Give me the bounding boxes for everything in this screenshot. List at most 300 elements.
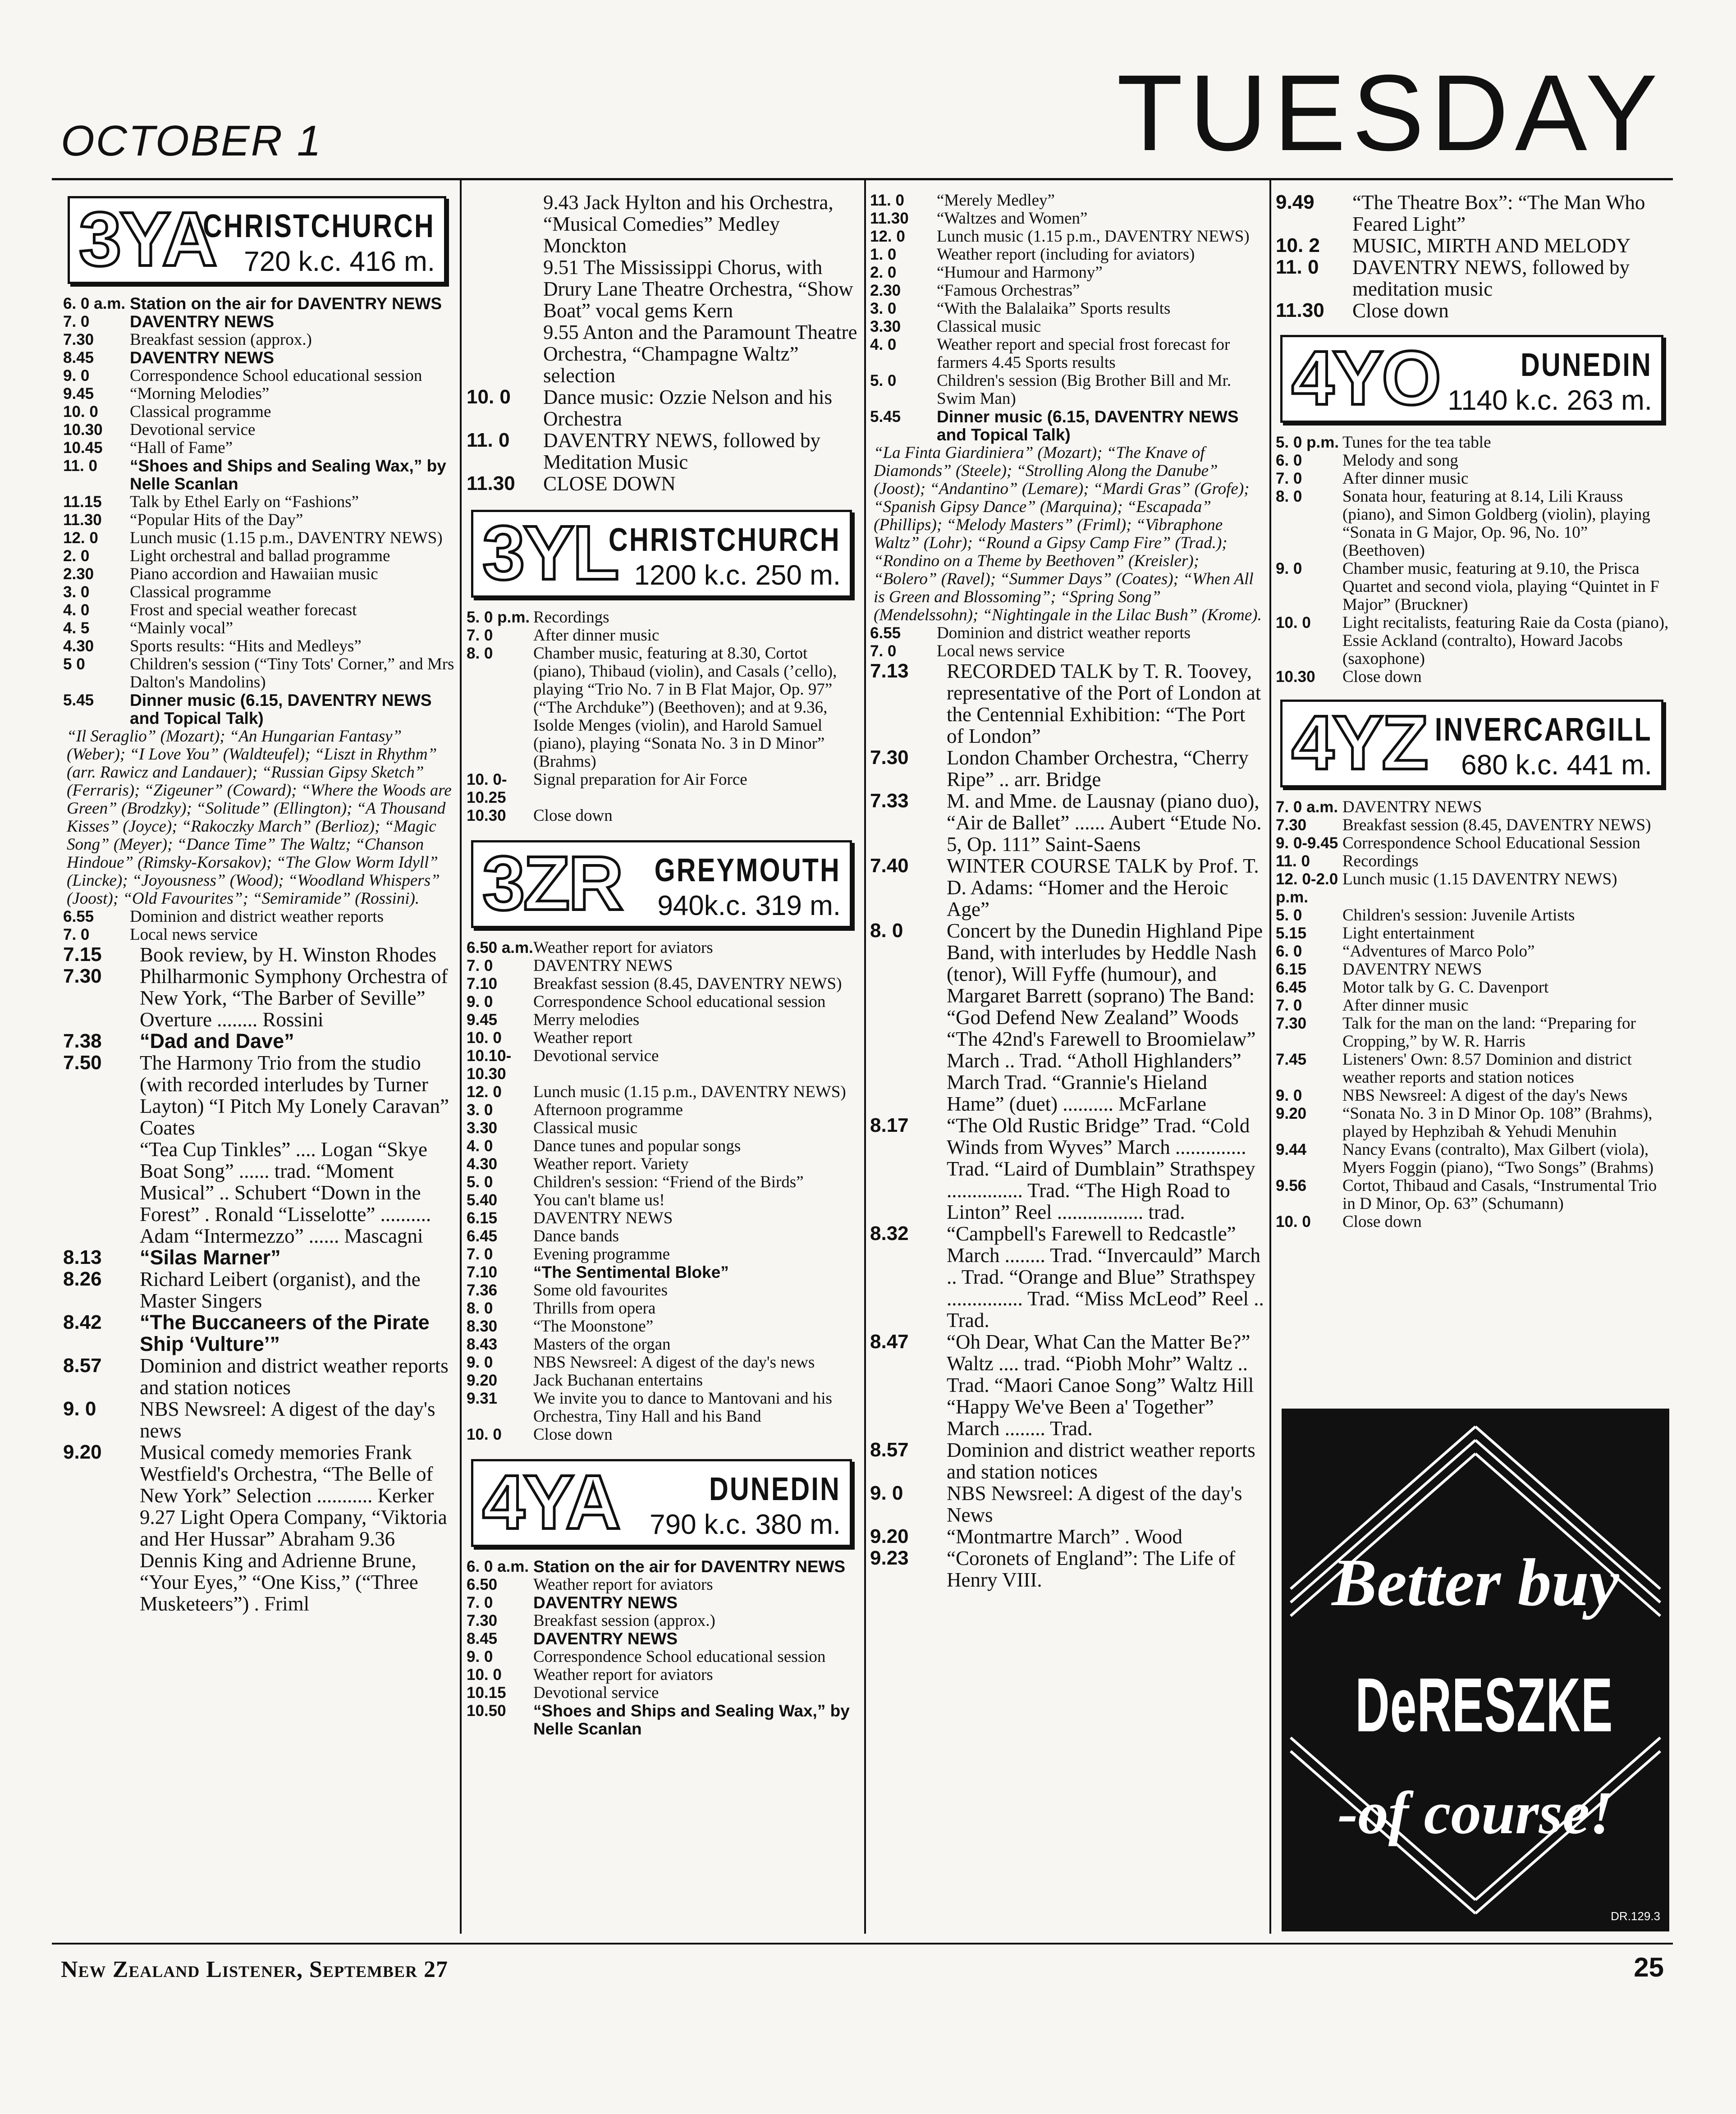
programme-description: Children's session: Juvenile Artists — [1342, 906, 1575, 924]
programme-description: DAVENTRY NEWS — [533, 1629, 678, 1648]
programme-description: Musical comedy memories Frank Westfield's Orchestra, “The Belle of New York” Selection ........... Kerker 9.27 Light Opera Company, “Viktoria and Her Hussar” Abraham 9.36 Dennis King and Adrienne Brune, “Your Eyes,” “One Kiss,” (“Three Musketeers”) . Friml — [140, 1441, 447, 1615]
programme-description: 9.43 Jack Hylton and his Orchestra, “Musical Comedies” Medley Monckton — [543, 192, 834, 257]
programme-time: 5.45 — [63, 691, 94, 709]
programme-time: 11.30 — [467, 472, 515, 494]
programme-description: “Campbell's Farewell to Redcastle” March ........ Trad. “Invercauld” March .. Trad. “Orange and Blue” Strathspey ............... Trad. “Miss McLeod” Reel .. Trad. — [947, 1222, 1264, 1332]
programme-description: 9.51 The Mississippi Chorus, with Drury Lane Theatre Orchestra, “Show Boat” vocal gems Kern — [543, 256, 853, 322]
programme-item — [467, 1684, 861, 1702]
programme-description: Recordings — [1342, 852, 1419, 870]
programme-item — [63, 367, 455, 385]
programme-description: Weather report. Variety — [533, 1155, 689, 1173]
programme-item — [1276, 668, 1672, 686]
programme-item — [467, 993, 861, 1011]
programme-item — [467, 1119, 861, 1137]
programme-description: MUSIC, MIRTH AND MELODY — [1352, 234, 1631, 257]
programme-item — [467, 939, 861, 957]
programme-time: 10.30 — [63, 421, 103, 439]
header-day: TUESDAY — [1117, 52, 1664, 173]
programme-time: 8.43 — [467, 1336, 498, 1353]
programme-time: 12. 0 — [870, 228, 905, 245]
programme-description: Listeners' Own: 8.57 Dominion and district weather reports and station notices — [1342, 1050, 1632, 1087]
programme-item — [63, 1052, 455, 1139]
programme-description: Some old favourites — [533, 1281, 668, 1300]
programme-time: 8.13 — [63, 1246, 102, 1268]
programme-item — [467, 1666, 861, 1684]
programme-description: Devotional service — [533, 1684, 659, 1702]
programme-item — [1276, 1051, 1672, 1087]
programme-description: “Waltzes and Women” — [937, 209, 1088, 228]
station-call-sign: 4YA — [482, 1460, 619, 1545]
programme-item — [1276, 488, 1672, 560]
programme-item — [63, 1268, 455, 1312]
programme-item — [1276, 1015, 1672, 1051]
programme-time: 9.20 — [1276, 1105, 1307, 1122]
programme-description: Sonata hour, featuring at 8.14, Lili Krauss (piano), and Simon Goldberg (violin), playing “Sonata in G Major, Op. 96, No. 10” (Beethoven) — [1342, 487, 1650, 560]
programme-time: 7.13 — [870, 660, 909, 682]
programme-description: Weather report for aviators — [533, 1666, 713, 1684]
programme-time: 9. 0 — [1276, 1087, 1302, 1104]
programme-time: 7.30 — [1276, 816, 1307, 834]
programme-item — [467, 1263, 861, 1281]
programme-description: CLOSE DOWN — [543, 472, 676, 495]
programme-time: 6.50 — [467, 1576, 498, 1593]
programme-description: DAVENTRY NEWS — [130, 312, 275, 331]
programme-description: NBS Newsreel: A digest of the day's news — [140, 1398, 435, 1442]
programme-description: Close down — [1352, 299, 1449, 322]
programme-description: “Morning Melodies” — [130, 384, 270, 403]
programme-time: 6.45 — [1276, 979, 1307, 996]
programme-description: “The Old Rustic Bridge” Trad. “Cold Winds from Wyves” March .............. Trad. “Laird of Dumblain” Strathspey ............... Trad. “The High Road to Linton” Reel ................. trad. — [947, 1114, 1255, 1223]
programme-item — [63, 295, 455, 313]
programme-time: 7.38 — [63, 1030, 102, 1052]
programme-description: Correspondence School educational session — [130, 366, 422, 385]
programme-time: 10.45 — [63, 439, 103, 457]
programme-item — [467, 1029, 861, 1047]
station-logo-3yl — [471, 510, 852, 598]
programme-item — [870, 790, 1264, 855]
programme-description: “Humour and Harmony” — [937, 263, 1103, 282]
programme-description: NBS Newsreel: A digest of the day's News — [1342, 1086, 1628, 1105]
station-call-sign: 4YO — [1292, 335, 1440, 421]
programme-description: Devotional service — [130, 421, 256, 439]
programme-item — [1276, 1177, 1672, 1213]
programme-item — [870, 1483, 1264, 1526]
programme-description: “Shoes and Ships and Sealing Wax,” by Nelle Scanlan — [533, 1702, 850, 1738]
programme-item — [1276, 906, 1672, 924]
programme-list — [467, 939, 861, 1444]
programme-time: 8.17 — [870, 1114, 909, 1136]
programme-description: Tunes for the tea table — [1342, 433, 1491, 452]
programme-item — [467, 1612, 861, 1630]
column-1 — [63, 192, 455, 1936]
programme-description: Merry melodies — [533, 1011, 640, 1029]
programme-item — [467, 975, 861, 993]
programme-time: 7.40 — [870, 855, 909, 877]
programme-time: 9.20 — [870, 1525, 909, 1547]
programme-item — [63, 403, 455, 421]
programme-item — [63, 331, 455, 349]
programme-time: 6.55 — [63, 908, 94, 925]
programme-time: 6. 0 — [1276, 943, 1302, 960]
programme-time: 9. 0 — [63, 1398, 96, 1420]
programme-item — [467, 1209, 861, 1227]
programme-item — [63, 1139, 455, 1247]
programme-item — [1276, 300, 1672, 321]
programme-description: DAVENTRY NEWS — [533, 1209, 673, 1227]
programme-description: RECORDED TALK by T. R. Toovey, representative of the Port of London at the Centennial Exhibition: “The Port of London” — [947, 660, 1261, 747]
programme-time: 9. 0 — [467, 1648, 493, 1666]
programme-description: London Chamber Orchestra, “Cherry Ripe” .. arr. Bridge — [947, 746, 1249, 791]
programme-time: 6. 0 a.m. — [467, 1558, 529, 1575]
programme-item — [870, 300, 1264, 318]
column-3 — [870, 192, 1264, 1936]
programme-item — [467, 1281, 861, 1300]
programme-time: 9. 0-9.45 — [1276, 834, 1338, 852]
programme-time: 8. 0 — [467, 1300, 493, 1317]
programme-list — [1276, 192, 1672, 321]
programme-description: M. and Mme. de Lausnay (piano duo), “Air de Ballet” ...... Aubert “Etude No. 5, Op. 111” Saint-Saens — [947, 790, 1262, 856]
programme-item — [467, 609, 861, 627]
programme-item — [63, 1355, 455, 1398]
station-call-sign: 3YA — [79, 197, 216, 282]
programme-description: Masters of the organ — [533, 1335, 671, 1354]
programme-time: 11. 0 — [1276, 256, 1319, 278]
programme-time: 7. 0 — [1276, 997, 1302, 1014]
programme-description: Cortot, Thibaud and Casals, “Instrumental Trio in D Minor, Op. 63” (Schumann) — [1342, 1176, 1657, 1213]
station-frequency: 1140 k.c. 263 m. — [1447, 385, 1652, 416]
programme-time: 8.57 — [63, 1354, 102, 1377]
programme-time: 7.30 — [467, 1612, 498, 1629]
programme-item — [63, 926, 455, 944]
programme-time: 7.30 — [63, 331, 94, 348]
programme-description: Jack Buchanan entertains — [533, 1371, 703, 1390]
programme-time: 6.15 — [467, 1209, 498, 1227]
programme-item — [1276, 1213, 1672, 1231]
programme-description: Local news service — [130, 925, 258, 944]
programme-description: Thrills from opera — [533, 1299, 656, 1318]
top-rule — [52, 178, 1673, 180]
programme-description: NBS Newsreel: A digest of the day's News — [947, 1482, 1242, 1526]
programme-time: 8. 0 — [1276, 488, 1302, 505]
programme-item — [467, 957, 861, 975]
programme-time: 10. 0 — [63, 403, 98, 421]
programme-description: Close down — [1342, 1213, 1422, 1231]
programme-item — [870, 920, 1264, 1115]
programme-description: “Oh Dear, What Can the Matter Be?” Waltz .... trad. “Piobh Mohr” Waltz .. Trad. “Maori Canoe Song” Waltz Hill “Happy We've Been a' Together” March ........ Trad. — [947, 1331, 1254, 1440]
programme-item — [1276, 560, 1672, 614]
programme-time: 10. 0 — [1276, 1213, 1311, 1231]
programme-item — [467, 1390, 861, 1426]
programme-time: 2. 0 — [870, 264, 897, 281]
programme-item — [1276, 924, 1672, 943]
programme-item — [467, 627, 861, 645]
programme-item — [870, 1526, 1264, 1547]
programme-item — [63, 1247, 455, 1268]
station-logo-4ya — [471, 1459, 852, 1547]
programme-time: 9.56 — [1276, 1177, 1307, 1194]
programme-time: 7.33 — [870, 790, 909, 812]
programme-item — [467, 1227, 861, 1245]
programme-description: Classical programme — [130, 583, 271, 601]
programme-time: 7. 0 — [467, 627, 493, 644]
programme-description: Philharmonic Symphony Orchestra of New York, “The Barber of Seville” Overture ........ Rossini — [140, 965, 448, 1031]
programme-time: 10.30 — [1276, 668, 1315, 686]
programme-time: 7. 0 — [467, 1245, 493, 1263]
programme-description: DAVENTRY NEWS — [533, 956, 673, 975]
programme-item — [467, 807, 861, 825]
programme-item — [870, 264, 1264, 282]
programme-time: 9.31 — [467, 1390, 498, 1407]
programme-time: 7.45 — [1276, 1051, 1307, 1068]
programme-time: 7.30 — [870, 746, 909, 769]
programme-item — [467, 771, 861, 807]
programme-description: “The Sentimental Bloke” — [533, 1263, 729, 1281]
programme-time: 7.15 — [63, 943, 102, 965]
station-city: DUNEDIN — [709, 1471, 841, 1507]
programme-time: 5. 0 — [467, 1173, 493, 1191]
programme-item — [1276, 614, 1672, 668]
programme-description: Dance tunes and popular songs — [533, 1137, 741, 1155]
programme-description: DAVENTRY NEWS, followed by meditation music — [1352, 256, 1630, 300]
station-city: CHRISTCHURCH — [203, 208, 435, 244]
programme-item — [467, 1648, 861, 1666]
programme-description: We invite you to dance to Mantovani and his Orchestra, Tiny Hall and his Band — [533, 1389, 832, 1426]
programme-description: Correspondence School Educational Session — [1342, 834, 1640, 852]
programme-time: 3.30 — [467, 1119, 498, 1137]
station-frequency: 1200 k.c. 250 m. — [634, 560, 841, 591]
programme-description: “Tea Cup Tinkles” .... Logan “Skye Boat Song” ...... trad. “Moment Musical” .. Schubert “Down in the Forest” . Ronald “Lisselotte” .......... Adam “Intermezzo” ...... Mascagni — [140, 1138, 431, 1247]
programme-item — [63, 691, 455, 728]
programme-time: 9.23 — [870, 1547, 909, 1569]
programme-item — [870, 246, 1264, 264]
station-call-sign: 3ZR — [482, 841, 622, 926]
programme-item — [870, 372, 1264, 408]
header-date: OCTOBER 1 — [61, 117, 323, 165]
programme-description: Classical music — [937, 317, 1041, 336]
programme-item — [870, 318, 1264, 336]
programme-time: 8.32 — [870, 1222, 909, 1245]
programme-description: WINTER COURSE TALK by Prof. T. D. Adams: “Homer and the Heroic Age” — [947, 855, 1259, 920]
station-city: GREYMOUTH — [654, 852, 841, 888]
programme-time: 9. 0 — [1276, 560, 1302, 577]
programme-time: 11. 0 — [870, 192, 904, 209]
programme-description: Frost and special weather forecast — [130, 601, 357, 619]
programme-time: 4.30 — [467, 1155, 498, 1173]
programme-description: Book review, by H. Winston Rhodes — [140, 943, 437, 966]
programme-time: 6. 0 a.m. — [63, 295, 126, 312]
programme-time: 12. 0 — [467, 1083, 502, 1101]
programme-item — [467, 1173, 861, 1191]
programme-item — [63, 944, 455, 965]
programme-item — [870, 1547, 1264, 1591]
programme-time: 2. 0 — [63, 547, 90, 565]
programme-description: “Hall of Fame” — [130, 439, 233, 457]
page-number: 25 — [1634, 1952, 1664, 1982]
programme-description: Correspondence School educational session — [533, 1647, 826, 1666]
programme-description: Sports results: “Hits and Medleys” — [130, 637, 362, 655]
programme-description: “Dad and Dave” — [140, 1030, 294, 1052]
programme-item — [467, 1191, 861, 1209]
programme-time: 11. 0 — [467, 429, 510, 451]
programme-item — [870, 1115, 1264, 1223]
programme-time: 3. 0 — [467, 1101, 493, 1119]
programme-description: “Famous Orchestras” — [937, 281, 1080, 300]
programme-time: 5. 0 p.m. — [467, 609, 530, 626]
programme-description: Lunch music (1.15 p.m., DAVENTRY NEWS) — [937, 227, 1250, 246]
programme-description: “With the Balalaika” Sports results — [937, 299, 1171, 318]
programme-item — [870, 408, 1264, 444]
ad-code: DR.129.3 — [1611, 1909, 1660, 1923]
programme-item — [63, 547, 455, 565]
programme-description: Concert by the Dunedin Highland Pipe Band, with interludes by Heddle Nash (tenor), Will Fyffe (humour), and Margaret Barrett (soprano) The Band: “God Defend New Zealand” Woods “The 42nd's Farewell to Broomielaw” March .. Trad. “Atholl Highlanders” March Trad. “Grannie's Hieland Hame” (duet) .......... McFarlane — [947, 920, 1263, 1115]
programme-description: Melody and song — [1342, 451, 1458, 470]
programme-item — [467, 1576, 861, 1594]
programme-time: 9.45 — [467, 1011, 498, 1029]
programme-item — [467, 256, 861, 321]
ad-line-1: Better buy — [1332, 1545, 1619, 1620]
programme-time: 2.30 — [63, 565, 94, 583]
programme-item — [870, 1223, 1264, 1331]
programme-description: After dinner music — [1342, 996, 1469, 1015]
programme-item — [467, 321, 861, 386]
programme-description: Local news service — [937, 642, 1065, 660]
station-city: INVERCARGILL — [1434, 712, 1652, 748]
programme-item — [870, 336, 1264, 372]
programme-time: 8.26 — [63, 1268, 102, 1290]
programme-description: After dinner music — [1342, 469, 1469, 488]
programme-time: 7. 0 — [63, 313, 90, 330]
programme-description: “Silas Marner” — [140, 1246, 281, 1269]
programme-description: “The Moonstone” — [533, 1317, 654, 1336]
programme-description: Lunch music (1.15 p.m., DAVENTRY NEWS) — [130, 529, 443, 547]
programme-time: 10.30 — [467, 807, 506, 824]
programme-time: 10. 0 — [467, 1666, 502, 1684]
programme-time: 6. 0 — [1276, 452, 1302, 469]
programme-description: “Shoes and Ships and Sealing Wax,” by Nelle Scanlan — [130, 457, 446, 493]
programme-time: 9.45 — [63, 385, 94, 403]
programme-item — [467, 386, 861, 430]
station-logo-4yo — [1280, 335, 1663, 423]
programme-description: You can't blame us! — [533, 1191, 665, 1209]
programme-description: DAVENTRY NEWS, followed by Meditation Music — [543, 429, 820, 473]
programme-time: 5.45 — [870, 408, 901, 426]
programme-description: Close down — [533, 1425, 613, 1444]
programme-item — [63, 1441, 455, 1615]
programme-description: Signal preparation for Air Force — [533, 770, 747, 789]
programme-time: 10. 0 — [1276, 614, 1311, 631]
programme-description: Talk by Ethel Early on “Fashions” — [130, 493, 359, 511]
programme-description: Piano accordion and Hawaiian music — [130, 565, 378, 583]
programme-description: “Il Seraglio” (Mozart); “An Hungarian Fantasy” (Weber); “I Love You” (Waldteufel); “Liszt in Rhythm” (arr. Rawicz and Landauer); “Russian Gipsy Sketch” (Ferraris); “Zigeuner” (Coward); “Where the Woods are Green” (Brodzky); “Solitude” (Ellington); “A Thousand Kisses” (Joyce); “Rakoczky March” (Berlioz); “Magic Song” (Meyer); “Dance Time” The Waltz; “Chanson Hindoue” (Rimsky-Korsakov); “The Glow Worm Idyll” (Lincke); “Joyousness” (Wood); “Woodland Whispers” (Joost); “Old Favourites”; “Semiramide” (Rossini). — [67, 727, 452, 908]
station-frequency: 790 k.c. 380 m. — [650, 1509, 841, 1540]
station-city: CHRISTCHURCH — [609, 522, 841, 558]
programme-list — [1276, 434, 1672, 686]
programme-item — [1276, 1087, 1672, 1105]
programme-description: “The Buccaneers of the Pirate Ship ‘Vulture’” — [140, 1311, 430, 1355]
programme-time: 8. 0 — [467, 645, 493, 662]
programme-time: 1. 0 — [870, 246, 897, 263]
programme-item — [63, 619, 455, 637]
programme-time: 6.50 a.m. — [467, 939, 533, 956]
programme-item — [870, 228, 1264, 246]
programme-time: 3. 0 — [870, 300, 897, 317]
programme-time: 9. 0 — [870, 1482, 903, 1504]
programme-list — [1276, 798, 1672, 1231]
programme-time: 6.55 — [870, 624, 901, 642]
programme-description: After dinner music — [533, 626, 660, 645]
programme-time: 6.15 — [1276, 961, 1307, 978]
programme-item — [63, 493, 455, 511]
programme-item — [467, 192, 861, 256]
programme-item — [63, 565, 455, 583]
programme-time: 8. 0 — [870, 920, 903, 942]
programme-time: 9.49 — [1276, 192, 1315, 213]
programme-description: DAVENTRY NEWS — [533, 1593, 678, 1612]
programme-time: 10. 0 — [467, 386, 511, 408]
programme-item — [467, 1336, 861, 1354]
programme-description: Chamber music, featuring at 8.30, Cortot (piano), Thibaud (violin), and Casals (’cello), playing “Trio No. 7 in B Flat Major, Op. 97” (“The Archduke”) (Beethoven); and at 9.36, Isolde Menges (violin), and Harold Samuel (piano), playing “Sonata No. 3 in D Minor” (Brahms) — [533, 644, 837, 771]
programme-description: Children's session: “Friend of the Birds” — [533, 1173, 804, 1191]
programme-item — [1276, 1105, 1672, 1141]
programme-time: 6.45 — [467, 1227, 498, 1245]
programme-item — [870, 747, 1264, 790]
programme-item — [63, 421, 455, 439]
programme-description: Talk for the man on the land: “Preparing for Cropping,” by W. R. Harris — [1342, 1014, 1636, 1051]
programme-description: Light orchestral and ballad programme — [130, 547, 390, 565]
programme-description: Lunch music (1.15 p.m., DAVENTRY NEWS) — [533, 1083, 846, 1101]
programme-time: 3. 0 — [63, 583, 90, 601]
programme-time: 8.47 — [870, 1331, 909, 1353]
programme-item — [467, 1558, 861, 1576]
programme-description: Close down — [533, 806, 613, 825]
programme-list — [63, 295, 455, 1615]
station-frequency: 720 k.c. 416 m. — [244, 246, 435, 277]
programme-description: Dominion and district weather reports — [937, 624, 1191, 642]
programme-item — [63, 601, 455, 619]
programme-item — [467, 645, 861, 771]
advertisement — [1282, 1409, 1669, 1931]
programme-time: 7.10 — [467, 975, 498, 993]
programme-list — [870, 192, 1264, 1591]
programme-item — [63, 457, 455, 493]
programme-time: 2.30 — [870, 282, 901, 299]
programme-time: 8.30 — [467, 1318, 498, 1335]
programme-description: Dominion and district weather reports — [130, 907, 384, 926]
programme-time: 9. 0 — [63, 367, 90, 384]
programme-description: Breakfast session (8.45, DAVENTRY NEWS) — [533, 975, 842, 993]
programme-time: 7. 0 a.m. — [1276, 798, 1338, 816]
programme-list — [467, 609, 861, 825]
programme-time: 8.45 — [467, 1630, 498, 1647]
programme-item — [467, 1101, 861, 1119]
programme-time: 5.40 — [467, 1191, 498, 1209]
programme-description: Devotional service — [533, 1047, 659, 1065]
programme-description: Chamber music, featuring at 9.10, the Prisca Quartet and second viola, playing “Quintet in F Major” (Bruckner) — [1342, 559, 1659, 614]
programme-description: Richard Leibert (organist), and the Master Singers — [140, 1268, 421, 1312]
programme-item — [870, 660, 1264, 747]
programme-time: 4. 0 — [870, 336, 897, 353]
programme-description: “Mainly vocal” — [130, 619, 234, 637]
programme-description: Light recitalists, featuring Raie da Costa (piano), Essie Ackland (contralto), Howard Jacobs (saxophone) — [1342, 613, 1669, 668]
programme-item — [1276, 943, 1672, 961]
programme-description: 9.55 Anton and the Paramount Theatre Orchestra, “Champagne Waltz” selection — [543, 321, 857, 387]
programme-item — [870, 192, 1264, 210]
programme-item — [63, 637, 455, 655]
programme-description: Children's session (Big Brother Bill and Mr. Swim Man) — [937, 371, 1232, 408]
column-divider — [864, 180, 866, 1934]
programme-description: Lunch music (1.15 DAVENTRY NEWS) — [1342, 870, 1617, 888]
column-divider — [1269, 180, 1271, 1934]
